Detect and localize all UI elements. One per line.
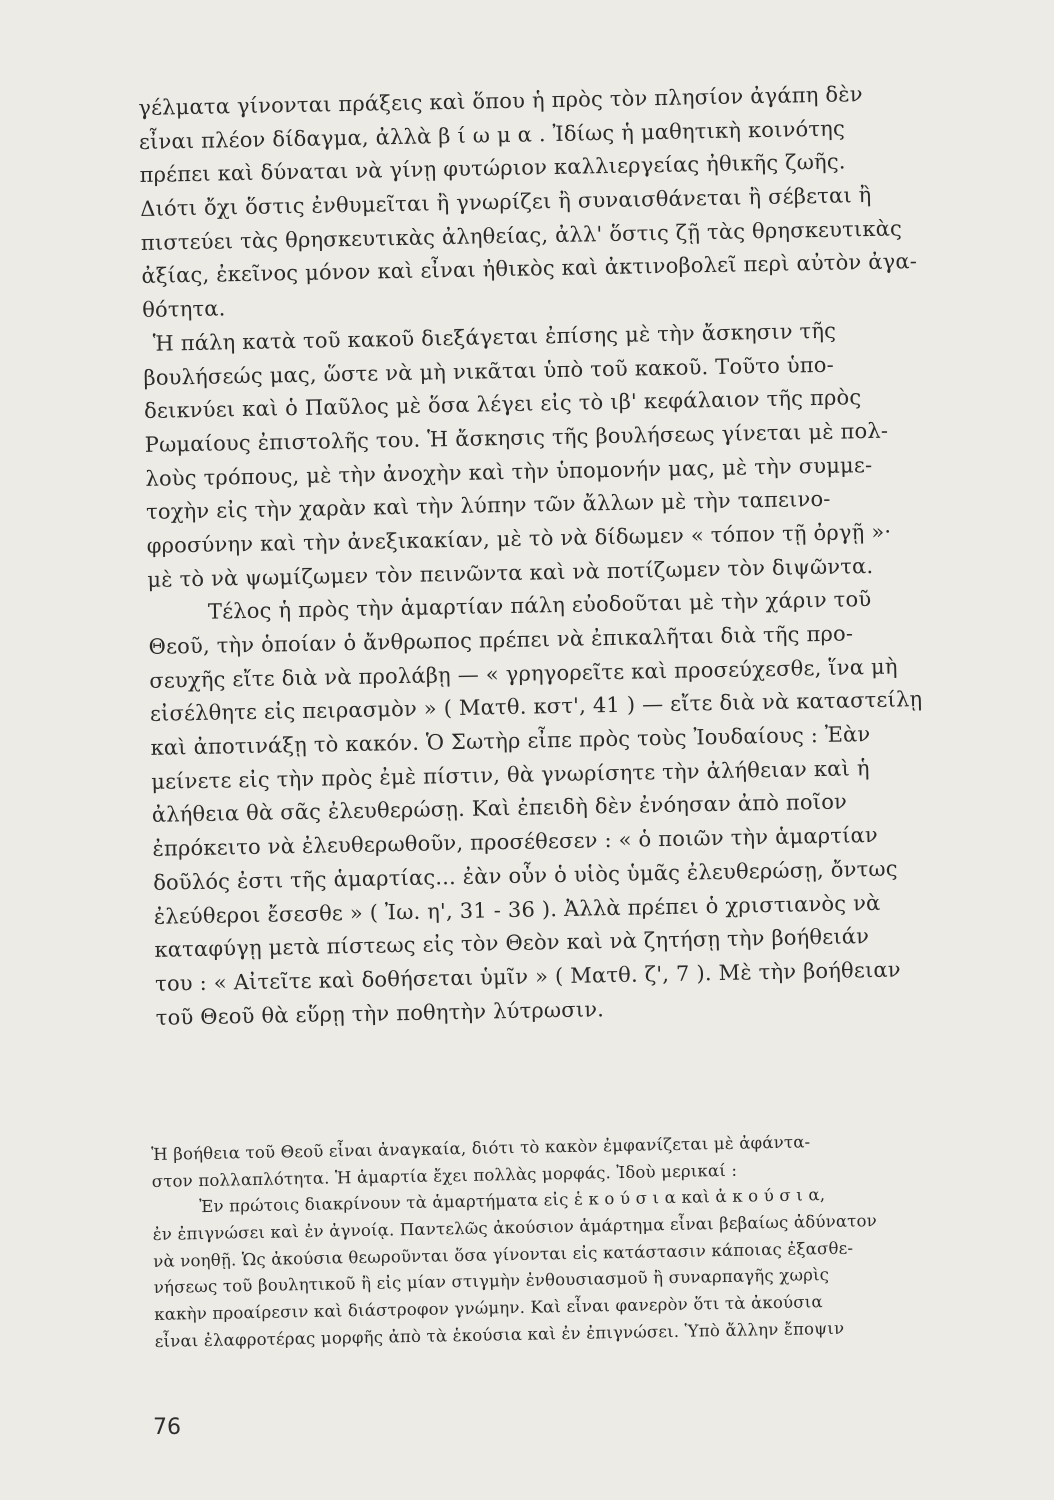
text-line: λοὺς τρόπους, μὲ τὴν ἀνοχὴν καὶ τὴν ὑπομονήν μας, μὲ τὴν συμμε-	[145, 452, 873, 491]
text-line: Τέλος ἡ πρὸς τὴν ἁμαρτίαν πάλη εὐοδοῦται μὲ τὴν χάριν τοῦ	[207, 587, 872, 625]
text-line: τοχὴν εἰς τὴν χαρὰν καὶ τὴν λύπην τῶν ἄλλων μὲ τὴν ταπεινο-	[145, 487, 831, 525]
note-line: νὰ νοηθῇ. Ὡς ἀκούσια θεωροῦνται ὅσα γίνονται εἰς κατάστασιν κάποιας ἐξασθε-	[153, 1238, 854, 1271]
note-line: στον πολλαπλότητα. Ἡ ἁμαρτία ἔχει πολλὰς μορφάς. Ἰδοὺ μερικαί :	[151, 1160, 738, 1191]
text-line: ἐπρόκειτο νὰ ἐλευθερωθοῦν, προσέθεσεν : « ὁ ποιῶν τὴν ἁμαρτίαν	[152, 823, 879, 861]
text-line: πιστεύει τὰς θρησκευτικὰς ἀληθείας, ἀλλ' ὅστις ζῇ τὰς θρησκευτικὰς	[140, 216, 903, 255]
text-line: γέλματα γίνονται πράξεις καὶ ὅπου ἡ πρὸς τὸν πλησίον ἀγάπη δὲν	[138, 82, 863, 120]
note-line: κακὴν προαίρεσιν καὶ διάστροφον γνώμην. Καὶ εἶναι φανερὸν ὅτι τὰ ἀκούσια	[154, 1292, 823, 1325]
text-line: ἐλεύθεροι ἔσεσθε » ( Ἰω. η', 31 - 36 ). Ἀλλὰ πρέπει ὁ χριστιανὸς νὰ	[153, 890, 881, 929]
text-line: εἶναι πλέον δίδαγμα, ἀλλὰ β ί ω μ α . Ἰδίως ἡ μαθητικὴ κοινότης	[138, 116, 846, 154]
page-number: 76	[153, 1415, 181, 1440]
text-line: εἰσέλθητε εἰς πειρασμὸν » ( Ματθ. κστ', 41 ) — εἴτε διὰ νὰ καταστείλῃ	[149, 687, 923, 727]
note-line: εἶναι ἐλαφροτέρας μορφῆς ἀπὸ τὰ ἑκούσια καὶ ἐν ἐπιγνώσει. Ὑπὸ ἄλλην ἔποψιν	[154, 1318, 845, 1351]
text-line: ἀλήθεια θὰ σᾶς ἐλευθερώσῃ. Καὶ ἐπειδὴ δὲν ἐνόησαν ἀπὸ ποῖον	[151, 789, 848, 828]
note-line: ἐν ἐπιγνώσει καὶ ἐν ἀγνοίᾳ. Παντελῶς ἀκούσιον ἁμάρτημα εἶναι βεβαίως ἀδύνατον	[152, 1211, 878, 1245]
footnote-text	[151, 1125, 1045, 1356]
text-line: Διότι ὄχι ὅστις ἐνθυμεῖται ἢ γνωρίζει ἢ συναισθάνεται ἢ σέβεται ἢ	[140, 183, 872, 222]
text-line: καταφύγῃ μετὰ πίστεως εἰς τὸν Θεὸν καὶ νὰ ζητήσῃ τὴν βοήθειάν	[154, 924, 870, 963]
text-line: πρέπει καὶ δύναται νὰ γίνῃ φυτώριον καλλιεργείας ἠθικῆς ζωῆς.	[139, 149, 846, 188]
text-line: βουλήσεώς μας, ὥστε νὰ μὴ νικᾶται ὑπὸ τοῦ κακοῦ. Τοῦτο ὑπο-	[143, 352, 835, 390]
text-line: μείνετε εἰς τὴν πρὸς ἐμὲ πίστιν, θὰ γνωρίσητε τὴν ἀλήθειαν καὶ ἡ	[151, 755, 870, 794]
text-line: μὲ τὸ νὰ ψωμίζωμεν τὸν πεινῶντα καὶ νὰ ποτίζωμεν τὸν διψῶντα.	[147, 553, 874, 592]
text-line: δοῦλός ἐστι τῆς ἁμαρτίας... ἐὰν οὖν ὁ υἱὸς ὑμᾶς ἐλευθερώσῃ, ὄντως	[152, 856, 898, 895]
text-line: θότητα.	[141, 296, 226, 323]
text-line: Ἡ πάλη κατὰ τοῦ κακοῦ διεξάγεται ἐπίσης μὲ τὴν ἄσκησιν τῆς	[152, 318, 837, 356]
note-line: Ἐν πρώτοις διακρίνουν τὰ ἁμαρτήματα εἰς ἑ κ ο ύ σ ι α καὶ ἀ κ ο ύ σ ι α,	[199, 1185, 826, 1217]
text-line: Ρωμαίους ἐπιστολῆς του. Ἡ ἄσκησις τῆς βουλήσεως γίνεται μὲ πολ-	[144, 418, 889, 457]
text-line: ἀξίας, ἐκεῖνος μόνον καὶ εἶναι ἠθικὸς καὶ ἀκτινοβολεῖ περὶ αὐτὸν ἀγα-	[141, 249, 918, 289]
text-line: τοῦ Θεοῦ θὰ εὕρῃ τὴν ποθητὴν λύτρωσιν.	[155, 996, 605, 1030]
note-line: νήσεως τοῦ βουλητικοῦ ἢ εἰς μίαν στιγμὴν ἐνθουσιασμοῦ ἢ συναρπαγῆς χωρὶς	[153, 1265, 830, 1298]
note-line: Ἡ βοήθεια τοῦ Θεοῦ εἶναι ἀναγκαία, διότι τὸ κακὸν ἐμφανίζεται μὲ ἀφάντα-	[151, 1132, 811, 1164]
main-text	[138, 75, 1054, 1035]
text-line: του : « Αἰτεῖτε καὶ δοθήσεται ὑμῖν » ( Ματθ. ζ', 7 ). Μὲ τὴν βοήθειαν	[154, 957, 901, 996]
text-line: καὶ ἀποτινάξῃ τὸ κακόν. Ὁ Σωτὴρ εἶπε πρὸς τοὺς Ἰουδαίους : Ἐὰν	[150, 722, 871, 760]
text-line: Θεοῦ, τὴν ὁποίαν ὁ ἄνθρωπος πρέπει νὰ ἐπικαλῆται διὰ τῆς προ-	[148, 621, 854, 659]
text-line: δεικνύει καὶ ὁ Παῦλος μὲ ὅσα λέγει εἰς τὸ ιβ' κεφάλαιον τῆς πρὸς	[143, 385, 862, 424]
text-line: φροσύνην καὶ τὴν ἀνεξικακίαν, μὲ τὸ νὰ δίδωμεν « τόπον τῇ ὀργῇ »·	[146, 519, 892, 558]
text-line: σευχῆς εἴτε διὰ νὰ προλάβῃ — « γρηγορεῖτε καὶ προσεύχεσθε, ἵνα μὴ	[149, 654, 898, 693]
